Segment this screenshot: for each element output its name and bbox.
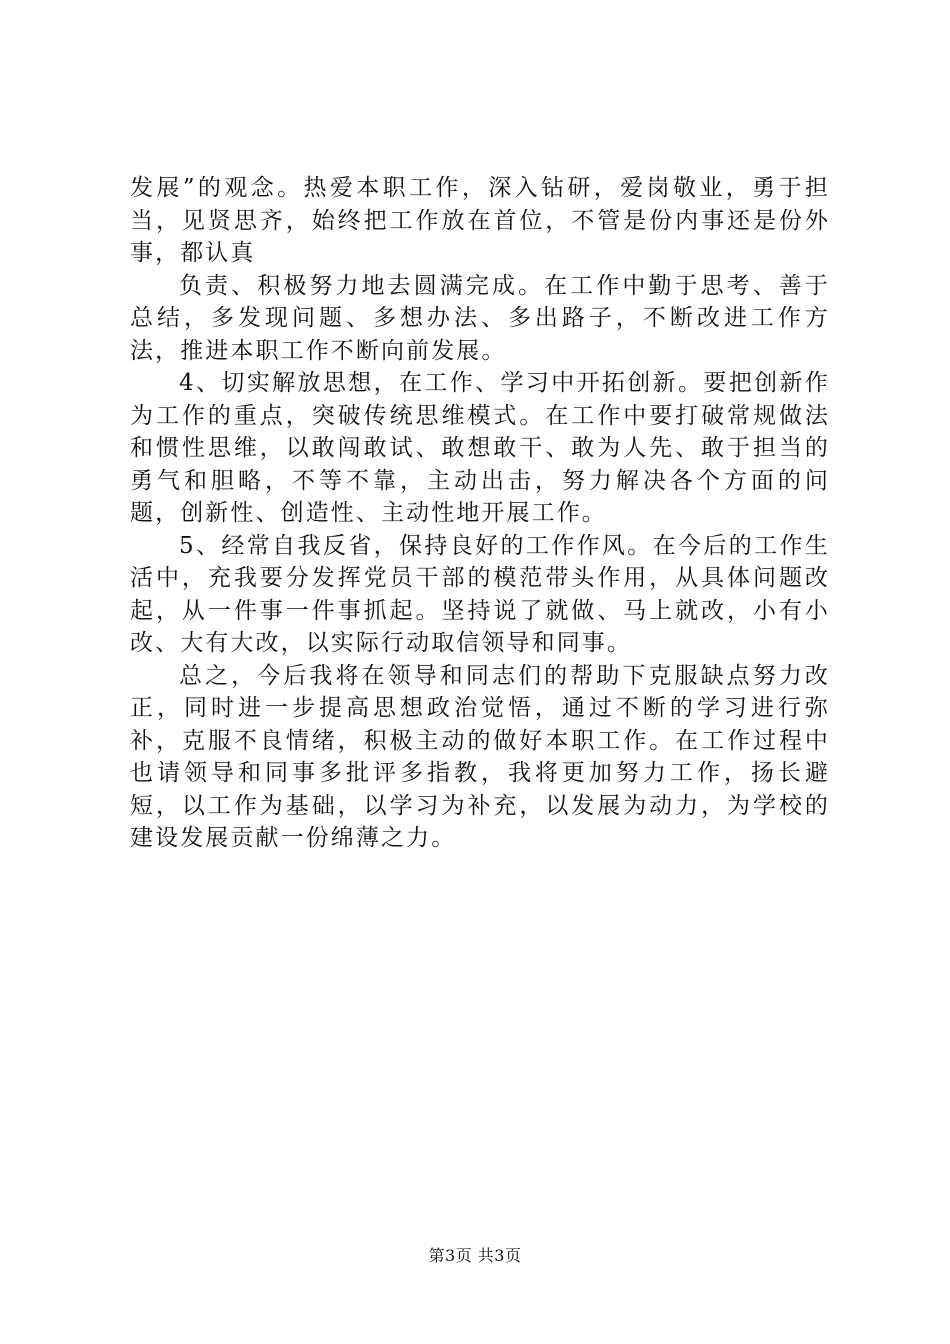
- document-body: [130, 172, 830, 855]
- paragraph-1: 发展”的观念。热爱本职工作，深入钻研，爱岗敬业，勇于担当，见贤思齐，始终把工作放在首位，不管是份内事还是份外事，都认真: [130, 175, 830, 266]
- page-number-footer: 第3页 共3页: [428, 1246, 522, 1265]
- paragraph-5: 总之，今后我将在领导和同志们的帮助下克服缺点努力改正，同时进一步提高思想政治觉悟，通过不断的学习进行弥补，克服不良情绪，积极主动的做好本职工作。在工作过程中也请领导和同事多批评多指教，我将更加努力工作，扬长避短，以工作为基础，以学习为补充，以发展为动力，为学校的建设发展贡献一份绵薄之力。: [130, 662, 830, 851]
- paragraph-3: 4、切实解放思想，在工作、学习中开拓创新。要把创新作为工作的重点，突破传统思维模式。在工作中要打破常规做法和惯性思维，以敢闯敢试、敢想敢干、敢为人先、敢于担当的勇气和胆略，不等不靠，主动出击，努力解决各个方面的问题，创新性、创造性、主动性地开展工作。: [130, 370, 830, 526]
- paragraph-2: 负责、积极努力地去圆满完成。在工作中勤于思考、善于总结，多发现问题、多想办法、多出路子，不断改进工作方法，推进本职工作不断向前发展。: [130, 272, 830, 364]
- paragraph-4: 5、经常自我反省，保持良好的工作作风。在今后的工作生活中，充我要分发挥党员干部的模范带头作用，从具体问题改起，从一件事一件事抓起。坚持说了就做、马上就改，小有小改、大有大改，以实际行动取信领导和同事。: [130, 532, 830, 656]
